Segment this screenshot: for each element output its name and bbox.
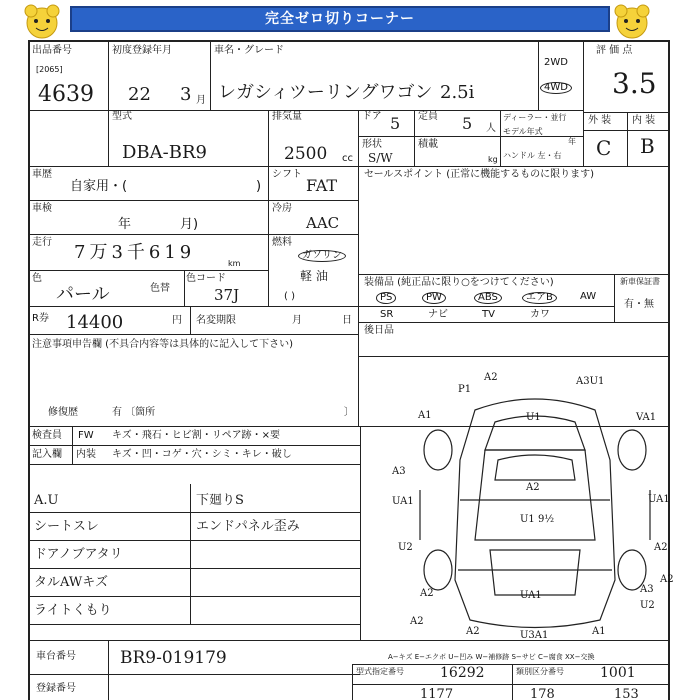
damage-a1-left: A1 bbox=[418, 410, 432, 421]
door-label: ドア bbox=[362, 111, 382, 122]
equip-tv: TV bbox=[482, 309, 495, 320]
ext-grade: C bbox=[596, 136, 612, 160]
fw-items: キズ・飛石・ヒビ割・リペア跡・×要 bbox=[112, 430, 280, 441]
car-name: レガシィツーリングワゴン bbox=[218, 82, 433, 103]
km-unit: km bbox=[228, 259, 241, 268]
mascot-left-icon bbox=[22, 3, 62, 41]
spec-value-1: 16292 bbox=[440, 665, 485, 681]
ext-label: 外 装 bbox=[588, 115, 612, 126]
recycle-value: 14400 bbox=[66, 312, 124, 333]
color-code-label: 色コード bbox=[186, 273, 226, 284]
mascot-right-icon bbox=[612, 3, 652, 41]
equip-airbag: エアB bbox=[522, 292, 557, 304]
door-value: 5 bbox=[390, 114, 401, 133]
name-label: 車名・グレード bbox=[214, 45, 284, 56]
use-value: 自家用・( bbox=[70, 179, 128, 194]
banner-title: 完全ゼロ切りコーナー bbox=[70, 6, 610, 32]
footer-f3: 153 bbox=[614, 687, 639, 700]
int-grade: B bbox=[640, 134, 655, 158]
load-label: 積載 bbox=[418, 139, 438, 150]
cap-label: 定員 bbox=[418, 111, 438, 122]
inspector-label: 検査員 bbox=[32, 430, 62, 441]
equip-leather: カワ bbox=[530, 309, 550, 320]
damage-u2-left: U2 bbox=[398, 542, 413, 553]
recycle-label: R券 bbox=[32, 313, 49, 324]
score-label: 評 価 点 bbox=[596, 45, 633, 56]
inspect-label: 車検 bbox=[32, 203, 52, 214]
cap-value: 5 bbox=[462, 114, 473, 133]
shape-value: S/W bbox=[368, 151, 393, 165]
kg-unit: kg bbox=[488, 155, 498, 164]
equip-aw: AW bbox=[580, 291, 597, 302]
damage-a2-bumper-left: A2 bbox=[410, 616, 424, 627]
score-value: 3.5 bbox=[612, 67, 657, 100]
damage-u3a1: U3A1 bbox=[520, 630, 549, 641]
mileage-label: 走行 bbox=[32, 237, 52, 248]
name-change-label: 名変期限 bbox=[196, 315, 236, 326]
year-unit: 年 bbox=[568, 137, 576, 146]
note-left-1: A.U bbox=[34, 493, 59, 508]
damage-u1-roof: U1 9½ bbox=[520, 514, 555, 525]
shift-label: シフト bbox=[272, 169, 302, 180]
fw-label: FW bbox=[78, 430, 94, 441]
damage-a2-roof: A2 bbox=[526, 482, 540, 493]
reg-year: 22 bbox=[128, 84, 151, 105]
inspect-month: 月) bbox=[180, 217, 199, 232]
damage-a2-bumper-right: A2 bbox=[660, 574, 674, 585]
notes-label: 注意事項申告欄 (不具合内容等は具体的に記入して下さい) bbox=[32, 339, 293, 350]
damage-a2-right: A2 bbox=[654, 542, 668, 553]
month-unit: 月 bbox=[196, 95, 206, 106]
nc-day: 日 bbox=[342, 315, 352, 326]
repair-value: 有 〔箇所 bbox=[112, 407, 156, 418]
spec-value-2: 1001 bbox=[600, 665, 636, 681]
equip-abs: ABS bbox=[474, 292, 502, 304]
car-grade: 2.5i bbox=[440, 82, 475, 103]
damage-ua1-right: UA1 bbox=[648, 494, 670, 505]
use-label: 車歴 bbox=[32, 169, 52, 180]
ac-label: 冷房 bbox=[272, 203, 292, 214]
warranty-label: 新車保証書 bbox=[620, 277, 660, 286]
fuel-label: 燃料 bbox=[272, 237, 292, 248]
lot-sub: [2065] bbox=[36, 65, 63, 74]
use-close: ) bbox=[256, 179, 262, 194]
handle-label: ハンドル 左・右 bbox=[503, 151, 562, 160]
reg-label: 登録番号 bbox=[36, 683, 76, 694]
damage-u1-hood: U1 bbox=[526, 412, 541, 423]
damage-a1-bottom: A1 bbox=[592, 626, 606, 637]
damage-legend: A−キズ E−エクボ U−凹み W−補修跡 S−サビ C−腐食 XX−交換 bbox=[388, 653, 595, 661]
interior-items: キズ・凹・コゲ・穴・シミ・キレ・破し bbox=[112, 449, 292, 460]
repair-label: 修復歴 bbox=[48, 407, 78, 418]
note-left-5: ライトくもり bbox=[34, 603, 112, 618]
shift-value: FAT bbox=[306, 176, 338, 195]
warranty-value: 有・無 bbox=[624, 299, 654, 310]
model-label: 型式 bbox=[112, 111, 132, 122]
footer-f1: 1177 bbox=[420, 687, 454, 700]
model-year-label: モデル年式 bbox=[503, 127, 543, 136]
equip-ps: PS bbox=[376, 292, 396, 304]
spec-label-2: 類別区分番号 bbox=[516, 667, 564, 676]
damage-a3-left: A3 bbox=[392, 466, 406, 477]
color-value: パール bbox=[56, 284, 110, 305]
nc-month: 月 bbox=[292, 315, 302, 326]
color-change-label: 色替 bbox=[150, 283, 170, 294]
damage-p1: P1 bbox=[458, 384, 472, 395]
disp-value: 2500 bbox=[284, 144, 328, 164]
footer-f2: 178 bbox=[530, 687, 555, 700]
drive-2wd: 2WD bbox=[544, 57, 568, 68]
equip-sr: SR bbox=[380, 309, 394, 320]
chassis-value: BR9-019179 bbox=[120, 648, 227, 668]
drive-4wd: 4WD bbox=[540, 82, 572, 94]
color-label: 色 bbox=[32, 273, 42, 284]
int-label: 内 装 bbox=[632, 115, 656, 126]
spec-label-1: 型式指定番号 bbox=[356, 667, 404, 676]
interior-label: 内装 bbox=[76, 449, 96, 460]
mileage-value: 7万3千619 bbox=[74, 242, 196, 263]
dealer-label: ディーラー・並行 bbox=[503, 113, 567, 122]
damage-ua1-rear: UA1 bbox=[520, 590, 542, 601]
model-value: DBA-BR9 bbox=[122, 142, 207, 163]
note-left-3: ドアノブアタリ bbox=[34, 547, 123, 562]
recorder-label: 記入欄 bbox=[32, 449, 62, 460]
chassis-label: 車台番号 bbox=[36, 651, 76, 662]
inspect-year: 年 bbox=[118, 217, 132, 232]
note-left-4: タルAWキズ bbox=[34, 575, 108, 590]
equipment-label: 装備品 (純正品に限り○をつけてください) bbox=[364, 277, 554, 288]
yen-unit: 円 bbox=[172, 315, 182, 326]
lot-number: 4639 bbox=[38, 82, 94, 107]
damage-va1-right: VA1 bbox=[636, 412, 657, 423]
repair-close: 〕 bbox=[344, 407, 354, 418]
equip-pw: PW bbox=[422, 292, 446, 304]
disp-label: 排気量 bbox=[272, 111, 302, 122]
shape-label: 形状 bbox=[362, 139, 382, 150]
damage-a2-top: A2 bbox=[484, 372, 498, 383]
damage-ua1-left: UA1 bbox=[392, 496, 414, 507]
note-right-1: 下廻りS bbox=[196, 493, 244, 508]
fuel-gasoline: ガソリン bbox=[298, 250, 346, 262]
damage-a3u1: A3U1 bbox=[576, 376, 605, 387]
sales-label: セールスポイント (正常に機能するものに限ります) bbox=[364, 169, 595, 180]
cc-unit: cc bbox=[342, 153, 353, 164]
damage-a2-bottom: A2 bbox=[466, 626, 480, 637]
damage-u2-right-rear: U2 bbox=[640, 600, 655, 611]
ac-value: AAC bbox=[306, 214, 340, 232]
first-reg-label: 初度登録年月 bbox=[112, 45, 172, 56]
damage-a3-right-rear: A3 bbox=[640, 584, 654, 595]
reg-month: 3 bbox=[180, 84, 192, 105]
cap-unit: 人 bbox=[486, 123, 496, 134]
damage-a2-left-rear: A2 bbox=[420, 588, 434, 599]
after-label: 後日品 bbox=[364, 325, 394, 336]
note-right-2: エンドパネル歪み bbox=[196, 519, 300, 534]
fuel-diesel: 軽 油 bbox=[300, 269, 328, 283]
lot-label: 出品番号 bbox=[32, 45, 72, 56]
note-left-2: シートスレ bbox=[34, 519, 99, 534]
color-code-value: 37J bbox=[214, 286, 240, 304]
fuel-paren: ( ) bbox=[284, 291, 295, 302]
equip-navi: ナビ bbox=[428, 309, 448, 320]
